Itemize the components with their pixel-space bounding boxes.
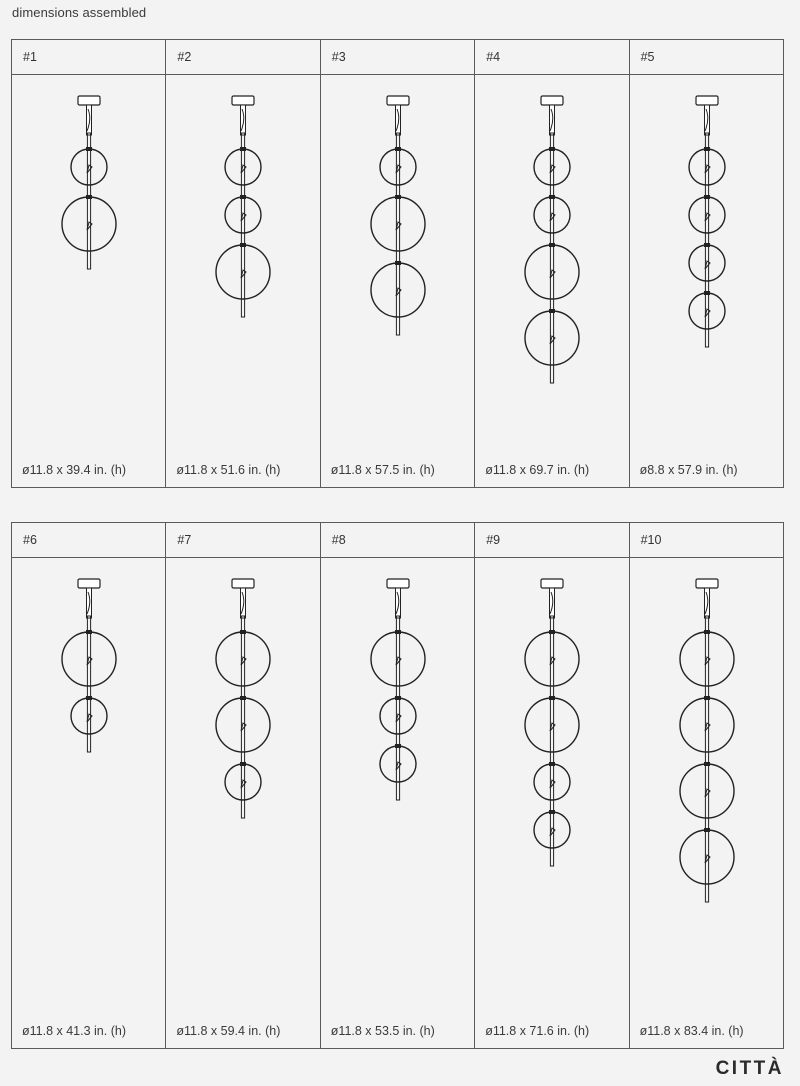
fixture-drawing xyxy=(12,558,166,998)
canopy xyxy=(387,96,409,105)
fixture-drawing xyxy=(475,558,629,998)
canopy xyxy=(232,96,254,105)
model-cell xyxy=(321,40,475,488)
model-cell xyxy=(630,523,784,1049)
fixture-drawing-area xyxy=(12,75,165,487)
fixture-drawing-area xyxy=(12,558,165,1048)
canopy xyxy=(78,96,100,105)
model-dimensions: ø11.8 x 41.3 in. (h) xyxy=(22,1024,126,1038)
rod xyxy=(242,133,245,317)
canopy xyxy=(232,579,254,588)
fixture-drawing-area xyxy=(475,75,628,487)
globe-connector xyxy=(395,195,401,199)
globe-connector xyxy=(395,630,401,634)
rod xyxy=(396,133,399,335)
fixture-drawing-area xyxy=(166,75,319,487)
globe-connector xyxy=(240,147,246,151)
fixture-drawing xyxy=(166,558,320,998)
model-number: #2 xyxy=(166,40,319,75)
fixture-drawing-area xyxy=(321,558,474,1048)
model-dimensions: ø11.8 x 83.4 in. (h) xyxy=(639,1024,744,1038)
model-grid-row-1 xyxy=(11,39,784,488)
model-number: #3 xyxy=(321,40,474,75)
model-dimensions: ø11.8 x 53.5 in. (h) xyxy=(330,1024,435,1038)
model-cell xyxy=(630,40,784,488)
model-number: #4 xyxy=(475,40,628,75)
canopy xyxy=(696,579,718,588)
fixture-drawing-area xyxy=(630,75,783,487)
model-dimensions: ø11.8 x 71.6 in. (h) xyxy=(485,1024,590,1038)
model-number: #8 xyxy=(321,523,474,558)
model-number: #1 xyxy=(12,40,165,75)
model-cell xyxy=(321,523,475,1049)
page-heading: dimensions assembled xyxy=(12,5,147,20)
model-grid-row-2 xyxy=(11,522,784,1049)
model-cell xyxy=(166,40,320,488)
rod xyxy=(242,616,245,818)
model-cell xyxy=(475,40,629,488)
canopy xyxy=(696,96,718,105)
model-cell xyxy=(475,523,629,1049)
fixture-drawing xyxy=(166,75,320,515)
globe-connector xyxy=(395,744,401,748)
canopy xyxy=(78,579,100,588)
fixture-drawing xyxy=(630,75,784,515)
fixture-drawing xyxy=(630,558,784,998)
model-dimensions: ø11.8 x 39.4 in. (h) xyxy=(22,463,126,477)
rod xyxy=(87,133,90,269)
fixture-drawing xyxy=(321,75,475,515)
globe-connector xyxy=(240,630,246,634)
model-dimensions: ø11.8 x 59.4 in. (h) xyxy=(176,1024,281,1038)
model-dimensions: ø8.8 x 57.9 in. (h) xyxy=(639,463,738,477)
fixture-drawing-area xyxy=(475,558,628,1048)
rod xyxy=(87,616,90,752)
model-number: #7 xyxy=(166,523,319,558)
canopy xyxy=(541,96,563,105)
model-number: #6 xyxy=(12,523,165,558)
globe-connector xyxy=(395,696,401,700)
model-number: #10 xyxy=(630,523,783,558)
rod xyxy=(396,616,399,800)
globe-connector xyxy=(240,762,246,766)
fixture-drawing-area xyxy=(321,75,474,487)
globe-connector xyxy=(240,195,246,199)
model-number: #9 xyxy=(475,523,628,558)
model-cell xyxy=(166,523,320,1049)
fixture-drawing-area xyxy=(630,558,783,1048)
fixture-drawing xyxy=(475,75,629,515)
canopy xyxy=(541,579,563,588)
canopy xyxy=(387,579,409,588)
model-cell xyxy=(12,523,166,1049)
model-cell xyxy=(12,40,166,488)
fixture-drawing xyxy=(12,75,166,515)
model-dimensions: ø11.8 x 51.6 in. (h) xyxy=(176,463,281,477)
fixture-drawing xyxy=(321,558,475,998)
globe-connector xyxy=(240,696,246,700)
model-number: #5 xyxy=(630,40,783,75)
fixture-drawing-area xyxy=(166,558,319,1048)
globe-connector xyxy=(395,147,401,151)
model-dimensions: ø11.8 x 57.5 in. (h) xyxy=(330,463,435,477)
brand-logo: CITTÀ xyxy=(715,1058,784,1079)
globe-connector xyxy=(395,261,401,265)
model-dimensions: ø11.8 x 69.7 in. (h) xyxy=(485,463,590,477)
globe-connector xyxy=(240,243,246,247)
